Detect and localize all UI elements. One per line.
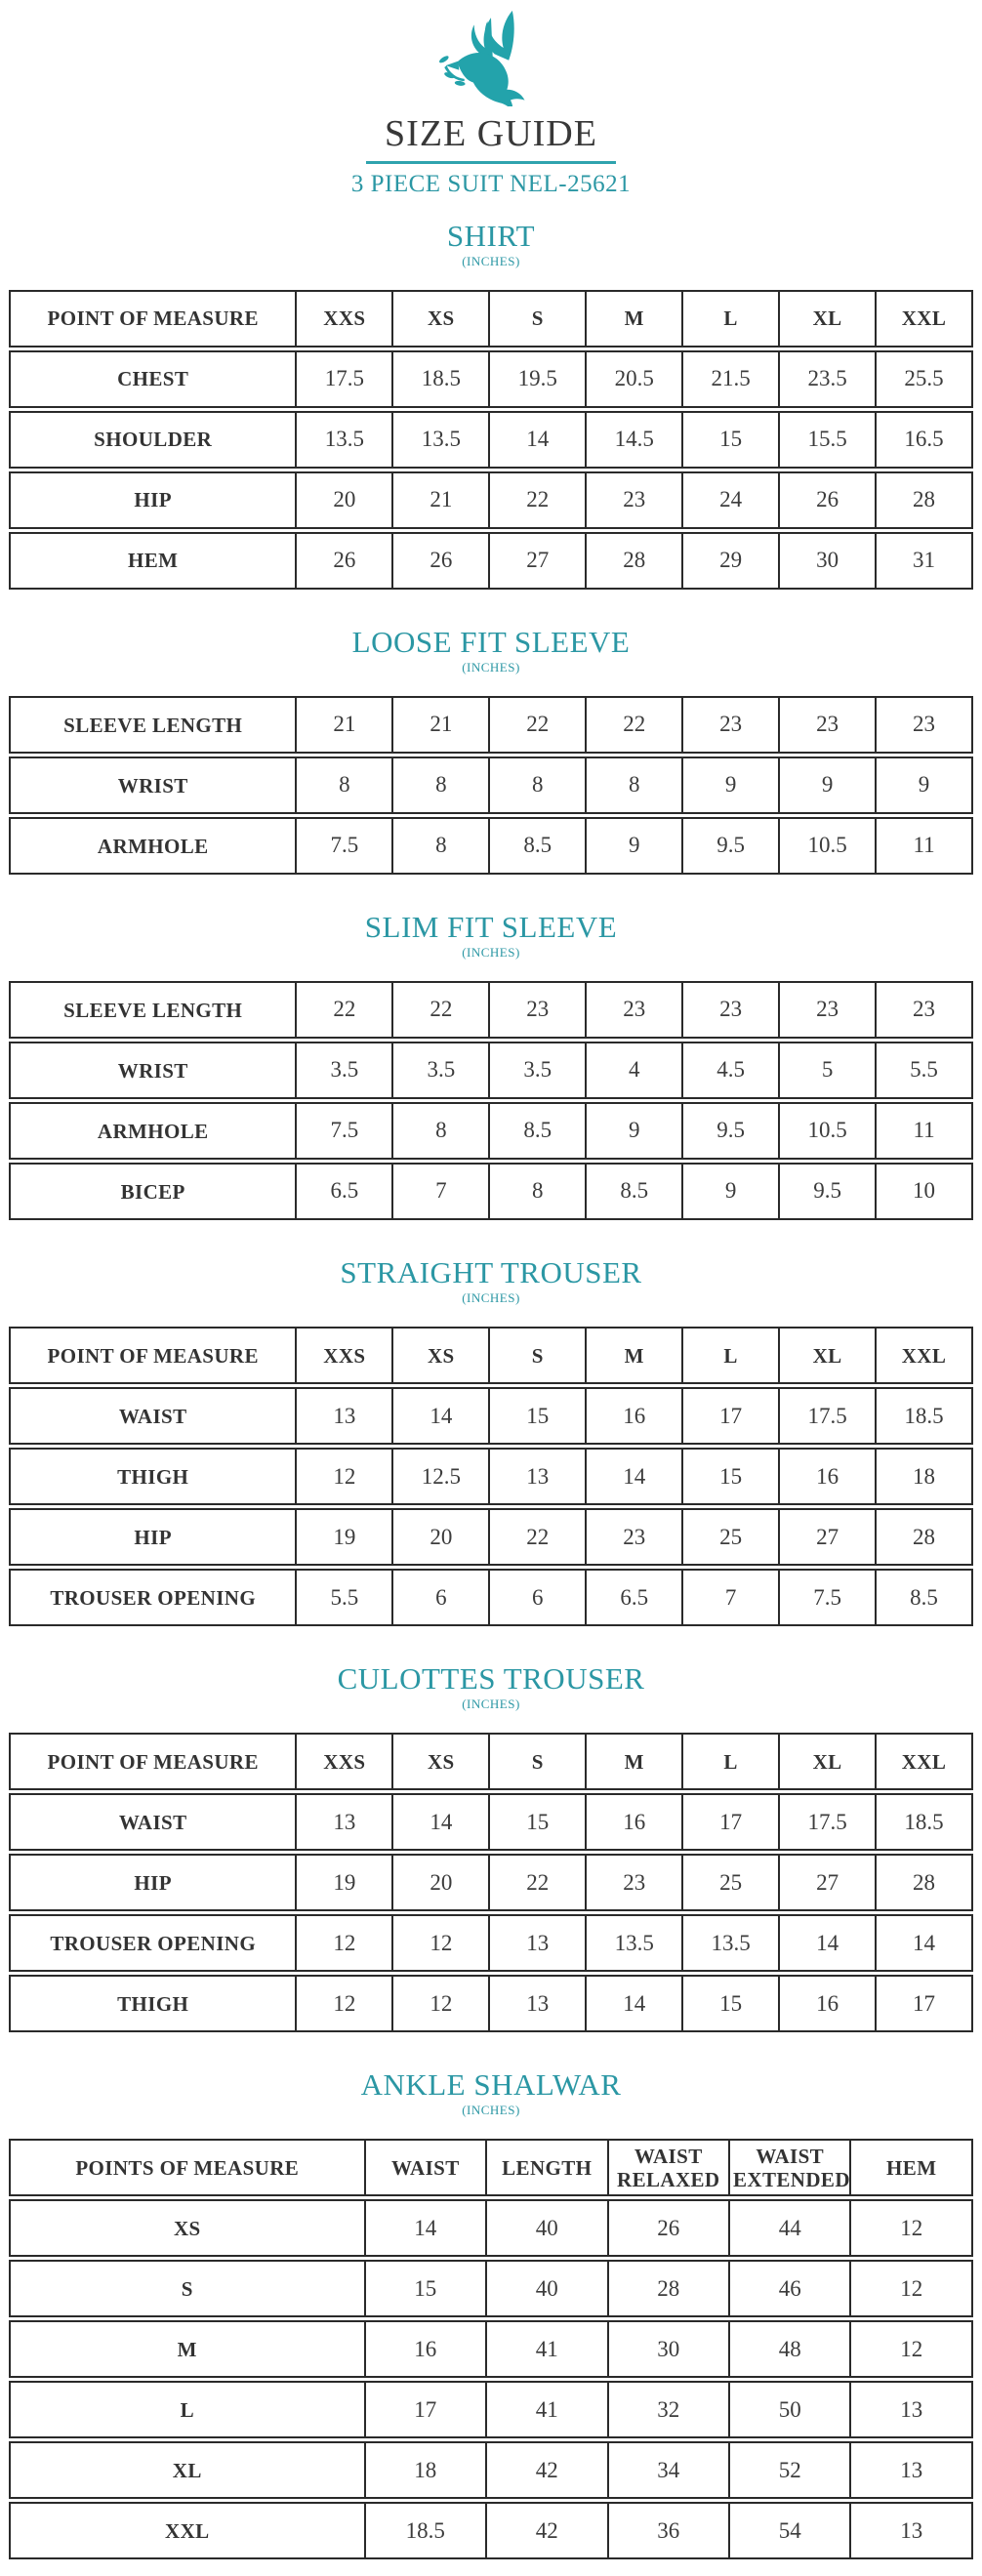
- row-label-cell: WRIST: [9, 1042, 297, 1099]
- measurement-value-cell: 13.5: [587, 1914, 683, 1972]
- measurement-value-cell: 23: [780, 696, 877, 754]
- row-label-cell: ARMHOLE: [9, 1102, 297, 1160]
- measurement-value-cell: 50: [730, 2381, 851, 2438]
- measurement-value-cell: 18.5: [393, 350, 490, 408]
- table-row: [9, 696, 973, 754]
- measurement-value-cell: 12: [851, 2260, 973, 2317]
- measurement-value-cell: 14: [877, 1914, 973, 1972]
- measurement-value-cell: 26: [297, 532, 393, 590]
- measurement-value-cell: 8.5: [490, 1102, 587, 1160]
- measurement-value-cell: 16: [587, 1387, 683, 1445]
- measurement-value-cell: 12: [297, 1448, 393, 1505]
- measurement-value-cell: 44: [730, 2199, 851, 2257]
- row-label-cell: HEM: [9, 532, 297, 590]
- size-header-cell: HEM: [851, 2139, 973, 2196]
- size-header-cell: XXS: [297, 1733, 393, 1790]
- measurement-value-cell: 16.5: [877, 411, 973, 469]
- measurement-value-cell: 14: [393, 1793, 490, 1851]
- row-label-cell: WAIST: [9, 1793, 297, 1851]
- table-row: [9, 2502, 973, 2559]
- measurement-value-cell: 13: [851, 2502, 973, 2559]
- measurement-value-cell: 8: [393, 1102, 490, 1160]
- row-label-cell: BICEP: [9, 1163, 297, 1220]
- measurement-value-cell: 14: [780, 1914, 877, 1972]
- measurement-value-cell: 9.5: [683, 817, 780, 875]
- size-header-cell: S: [490, 1733, 587, 1790]
- measurement-value-cell: 41: [487, 2320, 608, 2378]
- measurement-value-cell: 14: [587, 1975, 683, 2032]
- size-header-cell: M: [587, 290, 683, 348]
- brand-header: [0, 8, 982, 198]
- measurement-value-cell: 27: [780, 1854, 877, 1911]
- measurement-value-cell: 13.5: [297, 411, 393, 469]
- size-header-cell: XXL: [877, 1733, 973, 1790]
- measurement-value-cell: 9: [587, 1102, 683, 1160]
- measurement-value-cell: 8: [297, 756, 393, 814]
- table-row: [9, 2199, 973, 2257]
- table-row: [9, 817, 973, 875]
- product-code-subtitle: 3 PIECE SUIT NEL-25621: [350, 170, 632, 197]
- measurement-value-cell: 12.5: [393, 1448, 490, 1505]
- measurement-value-cell: 21: [297, 696, 393, 754]
- measurement-value-cell: 20.5: [587, 350, 683, 408]
- measure-header-cell: POINT OF MEASURE: [9, 1733, 297, 1790]
- measurement-value-cell: 17: [877, 1975, 973, 2032]
- unit-label: (INCHES): [462, 1290, 520, 1306]
- measurement-value-cell: 6: [393, 1569, 490, 1626]
- row-label-cell: HIP: [9, 1854, 297, 1911]
- unit-label: (INCHES): [462, 945, 520, 961]
- measurement-value-cell: 52: [730, 2441, 851, 2499]
- measurement-value-cell: 13: [297, 1387, 393, 1445]
- measurement-value-cell: 40: [487, 2260, 608, 2317]
- measurement-value-cell: 25.5: [877, 350, 973, 408]
- measurement-value-cell: 13: [490, 1975, 587, 2032]
- table-row: [9, 756, 973, 814]
- measurement-value-cell: 9: [683, 1163, 780, 1220]
- measurement-value-cell: 11: [877, 1102, 973, 1160]
- measurement-value-cell: 5.5: [297, 1569, 393, 1626]
- measurement-value-cell: 27: [780, 1508, 877, 1566]
- measurement-value-cell: 54: [730, 2502, 851, 2559]
- measurement-value-cell: 6: [490, 1569, 587, 1626]
- measurement-value-cell: 32: [609, 2381, 730, 2438]
- measurement-value-cell: 9: [683, 756, 780, 814]
- measurement-value-cell: 21.5: [683, 350, 780, 408]
- row-label-cell: CHEST: [9, 350, 297, 408]
- measurement-value-cell: 23: [587, 981, 683, 1039]
- measurement-value-cell: 9: [587, 817, 683, 875]
- table-header-row: [9, 1327, 973, 1384]
- measurement-value-cell: 23: [877, 696, 973, 754]
- measurement-value-cell: 26: [393, 532, 490, 590]
- measurement-value-cell: 19.5: [490, 350, 587, 408]
- measurement-value-cell: 28: [877, 1508, 973, 1566]
- size-sections: [0, 220, 982, 2563]
- row-label-cell: ARMHOLE: [9, 817, 297, 875]
- size-section-shirt: [0, 220, 982, 593]
- section-heading-slim-fit-sleeve: SLIM FIT SLEEVE: [364, 910, 618, 945]
- table-row: [9, 2381, 973, 2438]
- measurement-value-cell: 9.5: [683, 1102, 780, 1160]
- measurement-value-cell: 36: [609, 2502, 730, 2559]
- measurement-value-cell: 15: [683, 1448, 780, 1505]
- table-row: [9, 2260, 973, 2317]
- unit-label: (INCHES): [462, 1697, 520, 1712]
- table-row: [9, 471, 973, 529]
- unit-label: (INCHES): [462, 2103, 520, 2118]
- size-header-cell: XS: [393, 290, 490, 348]
- measurement-value-cell: 23.5: [780, 350, 877, 408]
- measurement-value-cell: 25: [683, 1854, 780, 1911]
- measurement-value-cell: 7.5: [297, 817, 393, 875]
- measurement-value-cell: 12: [297, 1975, 393, 2032]
- measurement-value-cell: 26: [780, 471, 877, 529]
- measurement-value-cell: 13: [851, 2441, 973, 2499]
- page-title: SIZE GUIDE: [385, 113, 597, 154]
- measurement-value-cell: 21: [393, 471, 490, 529]
- measurement-value-cell: 7.5: [780, 1569, 877, 1626]
- size-header-cell: WAIST EXTENDED: [730, 2139, 851, 2196]
- measurement-value-cell: 23: [780, 981, 877, 1039]
- size-header-cell: XL: [780, 1733, 877, 1790]
- table-row: [9, 1569, 973, 1626]
- measurement-value-cell: 16: [780, 1448, 877, 1505]
- measurement-value-cell: 27: [490, 532, 587, 590]
- measurement-value-cell: 23: [877, 981, 973, 1039]
- table-row: [9, 2320, 973, 2378]
- measurement-value-cell: 17.5: [780, 1387, 877, 1445]
- measurement-value-cell: 28: [877, 471, 973, 529]
- measurement-value-cell: 17.5: [297, 350, 393, 408]
- measurement-value-cell: 6.5: [587, 1569, 683, 1626]
- measurement-value-cell: 20: [393, 1508, 490, 1566]
- measurement-value-cell: 23: [683, 696, 780, 754]
- table-row: [9, 1975, 973, 2032]
- measurement-value-cell: 16: [780, 1975, 877, 2032]
- measurement-value-cell: 22: [393, 981, 490, 1039]
- measurement-value-cell: 42: [487, 2441, 608, 2499]
- measurement-value-cell: 19: [297, 1508, 393, 1566]
- measurement-value-cell: 20: [297, 471, 393, 529]
- measurement-value-cell: 42: [487, 2502, 608, 2559]
- measurement-value-cell: 17.5: [780, 1793, 877, 1851]
- measurement-value-cell: 15: [683, 1975, 780, 2032]
- size-header-cell: XS: [393, 1733, 490, 1790]
- measurement-value-cell: 41: [487, 2381, 608, 2438]
- measurement-value-cell: 18: [366, 2441, 487, 2499]
- row-label-cell: S: [9, 2260, 366, 2317]
- measurement-value-cell: 13.5: [393, 411, 490, 469]
- row-label-cell: SLEEVE LENGTH: [9, 696, 297, 754]
- section-heading-loose-fit-sleeve: LOOSE FIT SLEEVE: [351, 624, 631, 659]
- size-header-cell: XL: [780, 290, 877, 348]
- measurement-value-cell: 34: [609, 2441, 730, 2499]
- measurement-value-cell: 10.5: [780, 817, 877, 875]
- measurement-value-cell: 12: [393, 1914, 490, 1972]
- size-table-culottes-trouser: [9, 1730, 973, 2035]
- measurement-value-cell: 18.5: [877, 1387, 973, 1445]
- section-heading-culottes-trouser: CULOTTES TROUSER: [337, 1661, 645, 1697]
- measurement-value-cell: 9.5: [780, 1163, 877, 1220]
- measurement-value-cell: 29: [683, 532, 780, 590]
- measurement-value-cell: 12: [851, 2320, 973, 2378]
- measurement-value-cell: 14: [587, 1448, 683, 1505]
- table-row: [9, 1793, 973, 1851]
- row-label-cell: L: [9, 2381, 366, 2438]
- table-row: [9, 1387, 973, 1445]
- section-heading-ankle-shalwar: ANKLE SHALWAR: [360, 2067, 622, 2103]
- size-header-cell: WAIST RELAXED: [609, 2139, 730, 2196]
- measurement-value-cell: 17: [683, 1387, 780, 1445]
- measurement-value-cell: 3.5: [490, 1042, 587, 1099]
- measurement-value-cell: 15: [490, 1387, 587, 1445]
- table-row: [9, 981, 973, 1039]
- measurement-value-cell: 9: [780, 756, 877, 814]
- measurement-value-cell: 23: [587, 1508, 683, 1566]
- measurement-value-cell: 22: [490, 696, 587, 754]
- measurement-value-cell: 15: [683, 411, 780, 469]
- measurement-value-cell: 21: [393, 696, 490, 754]
- measurement-value-cell: 22: [490, 471, 587, 529]
- measurement-value-cell: 8.5: [877, 1569, 973, 1626]
- measurement-value-cell: 28: [609, 2260, 730, 2317]
- measurement-value-cell: 7.5: [297, 1102, 393, 1160]
- size-header-cell: XS: [393, 1327, 490, 1384]
- measurement-value-cell: 8: [490, 756, 587, 814]
- size-section-loose-fit-sleeve: [0, 626, 982, 878]
- size-table-loose-fit-sleeve: [9, 693, 973, 878]
- measurement-value-cell: 15: [366, 2260, 487, 2317]
- measurement-value-cell: 6.5: [297, 1163, 393, 1220]
- table-header-row: [9, 1733, 973, 1790]
- measurement-value-cell: 8.5: [587, 1163, 683, 1220]
- row-label-cell: WRIST: [9, 756, 297, 814]
- measurement-value-cell: 30: [780, 532, 877, 590]
- row-label-cell: WAIST: [9, 1387, 297, 1445]
- measurement-value-cell: 26: [609, 2199, 730, 2257]
- measurement-value-cell: 13: [490, 1914, 587, 1972]
- size-header-cell: L: [683, 290, 780, 348]
- table-header-row: [9, 290, 973, 348]
- size-table-shirt: [9, 287, 973, 593]
- measurement-value-cell: 17: [366, 2381, 487, 2438]
- measurement-value-cell: 10.5: [780, 1102, 877, 1160]
- size-header-cell: XXL: [877, 1327, 973, 1384]
- brand-logo: [0, 12, 982, 111]
- measurement-value-cell: 9: [877, 756, 973, 814]
- size-header-cell: WAIST: [366, 2139, 487, 2196]
- measurement-value-cell: 12: [297, 1914, 393, 1972]
- row-label-cell: TROUSER OPENING: [9, 1914, 297, 1972]
- size-header-cell: XL: [780, 1327, 877, 1384]
- row-label-cell: SHOULDER: [9, 411, 297, 469]
- size-header-cell: LENGTH: [487, 2139, 608, 2196]
- measurement-value-cell: 22: [490, 1854, 587, 1911]
- size-header-cell: M: [587, 1733, 683, 1790]
- measurement-value-cell: 20: [393, 1854, 490, 1911]
- measurement-value-cell: 18: [877, 1448, 973, 1505]
- measurement-value-cell: 23: [683, 981, 780, 1039]
- unit-label: (INCHES): [462, 660, 520, 675]
- measurement-value-cell: 23: [587, 471, 683, 529]
- size-table-slim-fit-sleeve: [9, 978, 973, 1223]
- measurement-value-cell: 16: [587, 1793, 683, 1851]
- measurement-value-cell: 7: [393, 1163, 490, 1220]
- size-header-cell: XXS: [297, 290, 393, 348]
- measurement-value-cell: 14: [366, 2199, 487, 2257]
- table-header-row: [9, 2139, 973, 2196]
- row-label-cell: THIGH: [9, 1975, 297, 2032]
- measurement-value-cell: 22: [587, 696, 683, 754]
- measurement-value-cell: 18.5: [877, 1793, 973, 1851]
- measurement-value-cell: 22: [490, 1508, 587, 1566]
- row-label-cell: HIP: [9, 471, 297, 529]
- section-heading-straight-trouser: STRAIGHT TROUSER: [340, 1255, 642, 1290]
- measurement-value-cell: 46: [730, 2260, 851, 2317]
- measurement-value-cell: 31: [877, 532, 973, 590]
- size-header-cell: XXL: [877, 290, 973, 348]
- row-label-cell: XL: [9, 2441, 366, 2499]
- measurement-value-cell: 14: [393, 1387, 490, 1445]
- table-row: [9, 1163, 973, 1220]
- size-section-ankle-shalwar: [0, 2068, 982, 2562]
- size-section-slim-fit-sleeve: [0, 911, 982, 1223]
- measurement-value-cell: 17: [683, 1793, 780, 1851]
- measurement-value-cell: 48: [730, 2320, 851, 2378]
- measurement-value-cell: 12: [851, 2199, 973, 2257]
- size-header-cell: S: [490, 290, 587, 348]
- measurement-value-cell: 8: [490, 1163, 587, 1220]
- measurement-value-cell: 3.5: [393, 1042, 490, 1099]
- measurement-value-cell: 23: [490, 981, 587, 1039]
- measurement-value-cell: 8: [393, 756, 490, 814]
- measurement-value-cell: 7: [683, 1569, 780, 1626]
- measurement-value-cell: 19: [297, 1854, 393, 1911]
- measurement-value-cell: 25: [683, 1508, 780, 1566]
- table-row: [9, 1508, 973, 1566]
- section-heading-shirt: SHIRT: [446, 218, 536, 253]
- size-table-straight-trouser: [9, 1324, 973, 1629]
- title-underline: [366, 161, 616, 164]
- size-header-cell: L: [683, 1733, 780, 1790]
- measurement-value-cell: 4: [587, 1042, 683, 1099]
- measurement-value-cell: 8.5: [490, 817, 587, 875]
- measure-header-cell: POINT OF MEASURE: [9, 290, 297, 348]
- measurement-value-cell: 14: [490, 411, 587, 469]
- measurement-value-cell: 10: [877, 1163, 973, 1220]
- measurement-value-cell: 14.5: [587, 411, 683, 469]
- measurement-value-cell: 22: [297, 981, 393, 1039]
- measurement-value-cell: 4.5: [683, 1042, 780, 1099]
- measurement-value-cell: 8: [587, 756, 683, 814]
- dove-with-olive-branch-icon: [436, 9, 546, 111]
- measurement-value-cell: 40: [487, 2199, 608, 2257]
- row-label-cell: M: [9, 2320, 366, 2378]
- size-header-cell: S: [490, 1327, 587, 1384]
- measure-header-cell: POINTS OF MEASURE: [9, 2139, 366, 2196]
- measurement-value-cell: 5: [780, 1042, 877, 1099]
- table-row: [9, 1042, 973, 1099]
- measurement-value-cell: 28: [877, 1854, 973, 1911]
- table-row: [9, 350, 973, 408]
- measurement-value-cell: 13: [297, 1793, 393, 1851]
- measurement-value-cell: 5.5: [877, 1042, 973, 1099]
- row-label-cell: TROUSER OPENING: [9, 1569, 297, 1626]
- measurement-value-cell: 23: [587, 1854, 683, 1911]
- measurement-value-cell: 13: [490, 1448, 587, 1505]
- table-row: [9, 411, 973, 469]
- measurement-value-cell: 30: [609, 2320, 730, 2378]
- table-row: [9, 1102, 973, 1160]
- measurement-value-cell: 16: [366, 2320, 487, 2378]
- size-header-cell: M: [587, 1327, 683, 1384]
- row-label-cell: THIGH: [9, 1448, 297, 1505]
- size-section-straight-trouser: [0, 1256, 982, 1629]
- measurement-value-cell: 13: [851, 2381, 973, 2438]
- measurement-value-cell: 11: [877, 817, 973, 875]
- size-header-cell: L: [683, 1327, 780, 1384]
- measurement-value-cell: 24: [683, 471, 780, 529]
- measurement-value-cell: 18.5: [366, 2502, 487, 2559]
- row-label-cell: HIP: [9, 1508, 297, 1566]
- row-label-cell: XXL: [9, 2502, 366, 2559]
- table-row: [9, 2441, 973, 2499]
- size-section-culottes-trouser: [0, 1662, 982, 2035]
- measurement-value-cell: 3.5: [297, 1042, 393, 1099]
- size-header-cell: XXS: [297, 1327, 393, 1384]
- measurement-value-cell: 15: [490, 1793, 587, 1851]
- measurement-value-cell: 28: [587, 532, 683, 590]
- unit-label: (INCHES): [462, 253, 520, 268]
- measure-header-cell: POINT OF MEASURE: [9, 1327, 297, 1384]
- table-row: [9, 1854, 973, 1911]
- measurement-value-cell: 13.5: [683, 1914, 780, 1972]
- measurement-value-cell: 8: [393, 817, 490, 875]
- table-row: [9, 1914, 973, 1972]
- table-row: [9, 532, 973, 590]
- table-row: [9, 1448, 973, 1505]
- measurement-value-cell: 15.5: [780, 411, 877, 469]
- row-label-cell: SLEEVE LENGTH: [9, 981, 297, 1039]
- row-label-cell: XS: [9, 2199, 366, 2257]
- measurement-value-cell: 12: [393, 1975, 490, 2032]
